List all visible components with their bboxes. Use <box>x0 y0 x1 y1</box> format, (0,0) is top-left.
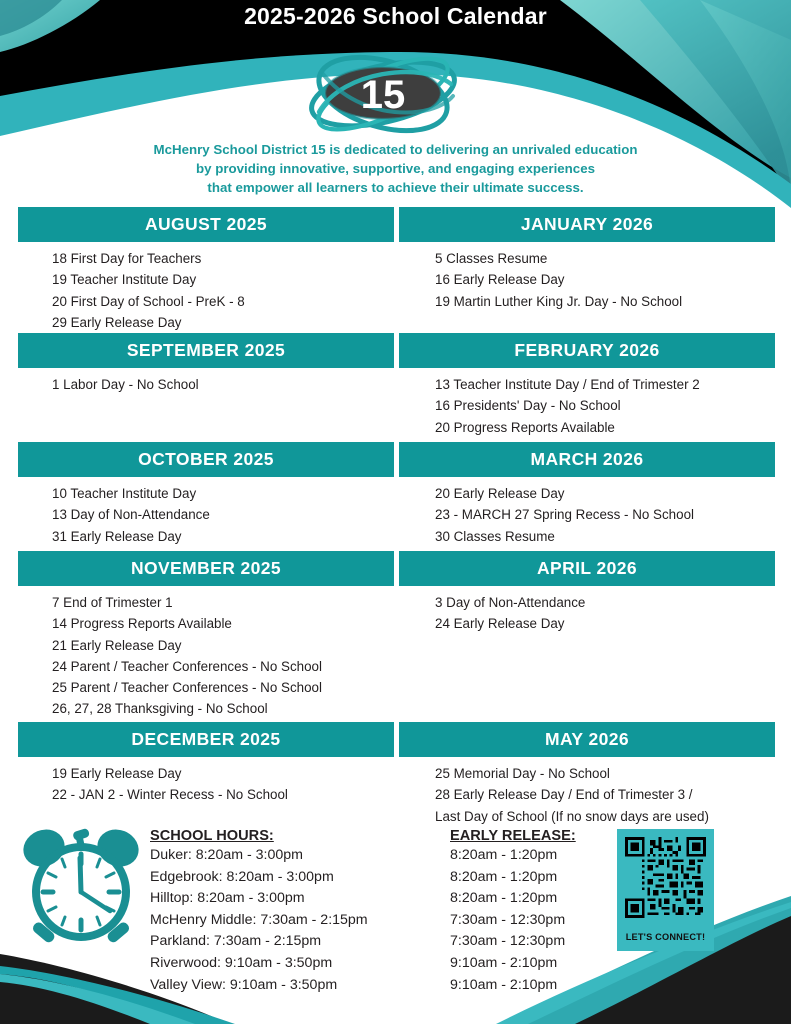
month-card-august <box>18 207 394 333</box>
qr-code-label: LET'S CONNECT! <box>625 932 706 942</box>
month-card-april <box>399 551 775 635</box>
event-item: 16 Early Release Day <box>435 272 565 288</box>
month-header-august: AUGUST 2025 <box>18 207 394 242</box>
event-item: 3 Day of Non-Attendance <box>435 595 586 610</box>
month-events-august <box>18 242 394 333</box>
event-item: 21 Early Release Day <box>52 637 182 653</box>
mission-line-1: McHenry School District 15 is dedicated to delivering an unrivaled education <box>153 142 638 157</box>
early-release-block <box>450 828 576 996</box>
alarm-clock-icon <box>18 826 144 954</box>
early-release-line: 9:10am - 2:10pm <box>450 976 558 993</box>
event-item: 13 Day of Non-Attendance <box>52 507 210 523</box>
school-hours-title: SCHOOL HOURS: <box>150 828 274 844</box>
event-item: 7 End of Trimester 1 <box>52 595 173 610</box>
event-item: 10 Teacher Institute Day <box>52 486 197 501</box>
school-hours-line: McHenry Middle: 7:30am - 2:15pm <box>150 911 368 928</box>
school-hours-line: Riverwood: 9:10am - 3:50pm <box>150 954 333 971</box>
event-item: 14 Progress Reports Available <box>52 616 232 632</box>
month-card-may <box>399 722 775 827</box>
event-item: 18 First Day for Teachers <box>52 251 202 266</box>
early-release-line: 7:30am - 12:30pm <box>450 933 566 950</box>
school-hours-block <box>150 828 368 996</box>
event-item: 24 Parent / Teacher Conferences - No School <box>52 658 322 674</box>
event-item: 20 Progress Reports Available <box>435 419 615 435</box>
school-hours-line: Edgebrook: 8:20am - 3:00pm <box>150 868 334 885</box>
month-card-october <box>18 442 394 547</box>
page-title: 2025-2026 School Calendar <box>244 3 547 29</box>
early-release-line: 8:20am - 1:20pm <box>450 868 558 885</box>
month-header-april: APRIL 2026 <box>399 551 775 586</box>
qr-code-icon <box>625 837 706 918</box>
event-item: 16 Presidents' Day - No School <box>435 398 621 414</box>
event-item: 19 Early Release Day <box>52 766 182 781</box>
month-header-september: SEPTEMBER 2025 <box>18 333 394 368</box>
event-item: 25 Memorial Day - No School <box>435 766 610 781</box>
month-events-september <box>18 368 394 395</box>
month-events-october <box>18 477 394 547</box>
month-events-march <box>399 477 775 547</box>
month-events-february <box>399 368 775 438</box>
district-logo <box>283 50 483 138</box>
month-events-april <box>399 586 775 635</box>
event-item: 5 Classes Resume <box>435 251 548 266</box>
month-header-may: MAY 2026 <box>399 722 775 757</box>
mission-line-3: that empower all learners to achieve their ultimate success. <box>207 180 584 195</box>
event-item: 30 Classes Resume <box>435 528 555 544</box>
early-release-title: EARLY RELEASE: <box>450 828 576 844</box>
month-card-september <box>18 333 394 395</box>
early-release-line: 9:10am - 2:10pm <box>450 954 558 971</box>
month-events-december <box>18 757 394 806</box>
school-hours-line: Hilltop: 8:20am - 3:00pm <box>150 890 305 907</box>
month-card-november <box>18 551 394 720</box>
early-release-line: 7:30am - 12:30pm <box>450 911 566 928</box>
month-card-march <box>399 442 775 547</box>
month-header-march: MARCH 2026 <box>399 442 775 477</box>
early-release-line: 8:20am - 1:20pm <box>450 847 558 863</box>
event-item: 19 Teacher Institute Day <box>52 272 197 288</box>
event-item: 23 - MARCH 27 Spring Recess - No School <box>435 507 694 523</box>
event-item: 19 Martin Luther King Jr. Day - No School <box>435 293 683 309</box>
month-header-november: NOVEMBER 2025 <box>18 551 394 586</box>
month-header-january: JANUARY 2026 <box>399 207 775 242</box>
calendar-columns <box>0 207 791 824</box>
event-item: 20 First Day of School - PreK - 8 <box>52 293 245 309</box>
school-hours-line: Valley View: 9:10am - 3:50pm <box>150 976 338 993</box>
month-header-december: DECEMBER 2025 <box>18 722 394 757</box>
event-item: 24 Early Release Day <box>435 616 565 632</box>
month-events-january <box>399 242 775 312</box>
month-card-february <box>399 333 775 438</box>
event-item: 28 Early Release Day / End of Trimester 3 / <box>435 787 693 803</box>
qr-code-card[interactable] <box>617 829 714 951</box>
month-header-february: FEBRUARY 2026 <box>399 333 775 368</box>
month-header-october: OCTOBER 2025 <box>18 442 394 477</box>
mission-line-2: by providing innovative, supportive, and engaging experiences <box>196 161 595 176</box>
event-item: Last Day of School (If no snow days are used) <box>435 808 709 824</box>
event-item: 13 Teacher Institute Day / End of Trimester 2 <box>435 377 700 392</box>
event-item: 29 Early Release Day <box>52 314 182 330</box>
logo-number: 15 <box>360 73 406 117</box>
event-item: 22 - JAN 2 - Winter Recess - No School <box>52 787 288 803</box>
event-item: 1 Labor Day - No School <box>52 377 199 392</box>
school-hours-line: Duker: 8:20am - 3:00pm <box>150 847 303 863</box>
month-events-may <box>399 757 775 827</box>
month-card-january <box>399 207 775 312</box>
school-hours-line: Parkland: 7:30am - 2:15pm <box>150 933 322 950</box>
early-release-line: 8:20am - 1:20pm <box>450 890 558 907</box>
event-item: 26, 27, 28 Thanksgiving - No School <box>52 701 268 717</box>
mission-statement <box>40 140 751 197</box>
event-item: 20 Early Release Day <box>435 486 565 501</box>
event-item: 31 Early Release Day <box>52 528 182 544</box>
month-card-december <box>18 722 394 806</box>
month-events-november <box>18 586 394 720</box>
event-item: 25 Parent / Teacher Conferences - No School <box>52 680 322 696</box>
